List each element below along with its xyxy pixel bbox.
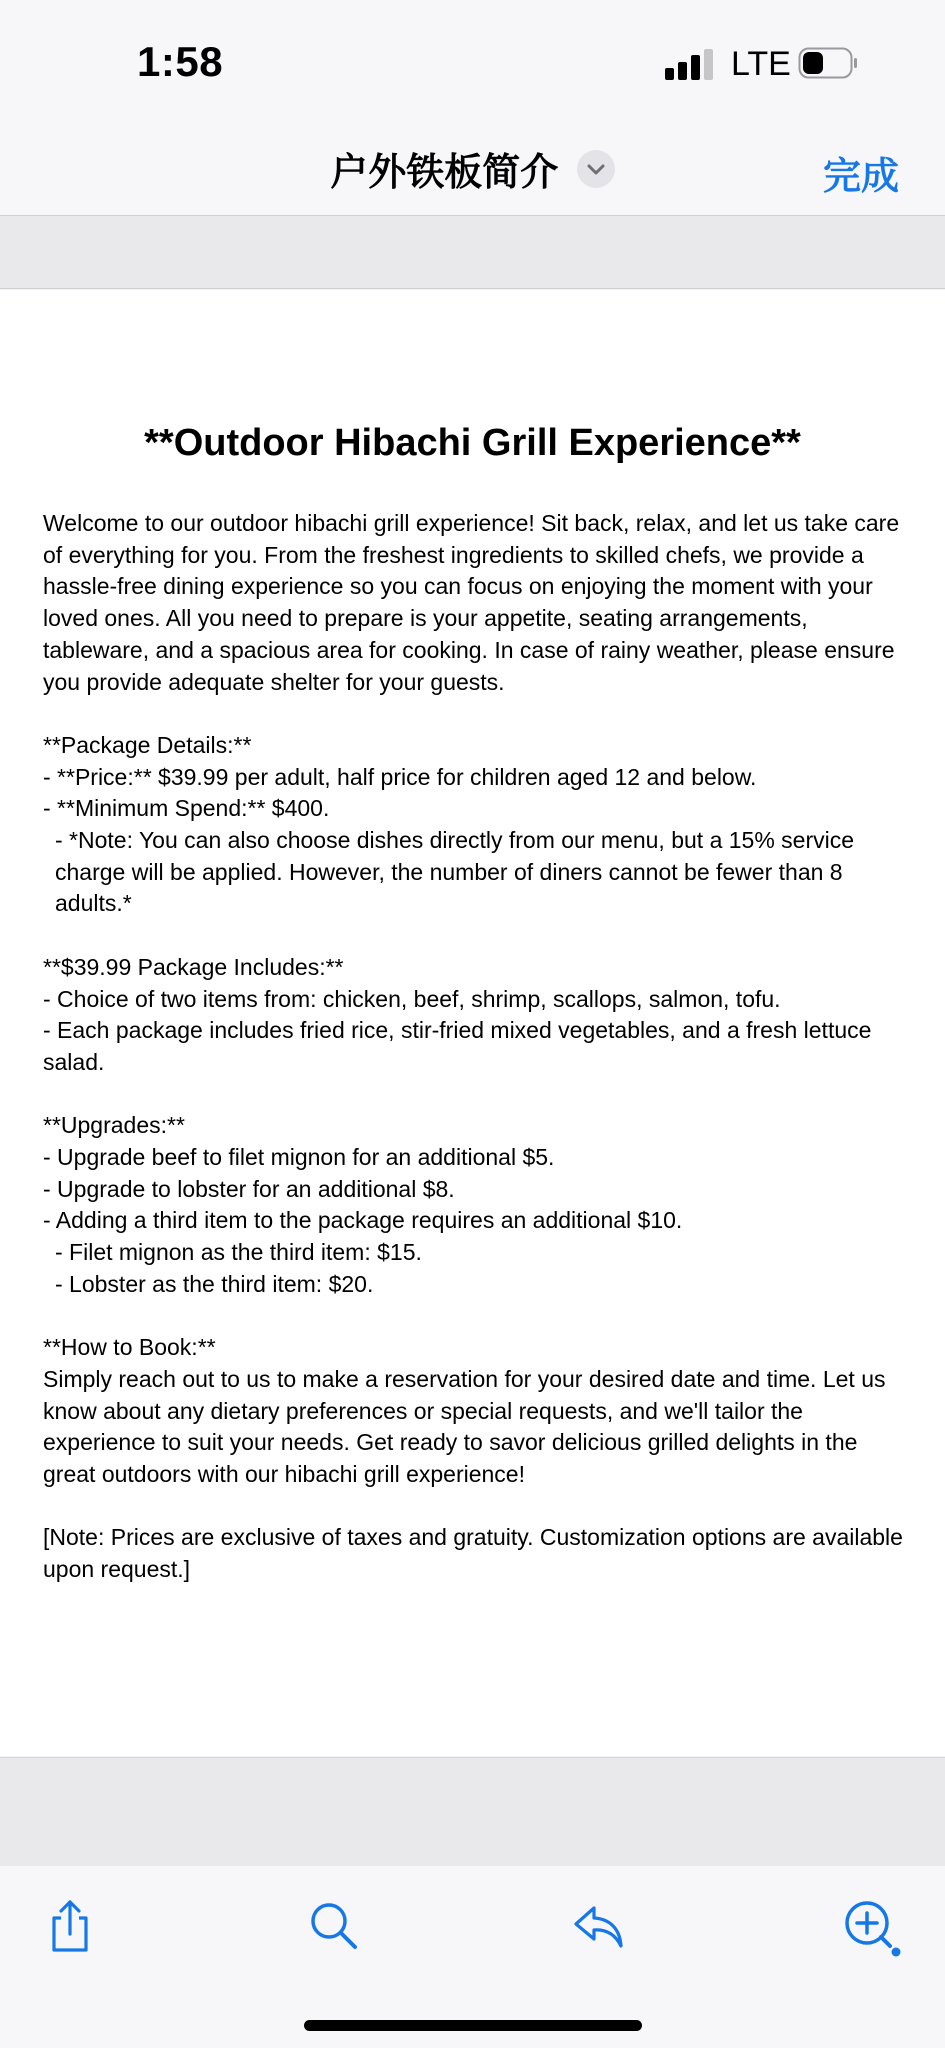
includes-heading: **$39.99 Package Includes:** [43,953,344,980]
search-icon[interactable] [304,1896,364,1956]
status-bar [0,0,945,125]
markup-icon[interactable] [840,1896,906,1962]
footnote: [Note: Prices are exclusive of taxes and gratuity. Customization options are available upon request.] [43,1524,903,1583]
upgrade-sub-item: - Filet mignon as the third item: $15. [55,1239,422,1266]
upgrade-item: - Adding a third item to the package requires an additional $10. [43,1207,683,1234]
chevron-down-icon[interactable] [577,150,615,188]
cellular-signal-icon [665,48,713,80]
upgrades-heading: **Upgrades:** [43,1112,185,1139]
minimum-spend-line: - **Minimum Spend:** $400. [43,795,330,822]
page-gap-top [0,216,945,289]
document-body [43,508,913,1618]
upgrade-sub-item: - Lobster as the third item: $20. [55,1270,374,1297]
document-title: **Outdoor Hibachi Grill Experience** [144,422,801,464]
network-type: LTE [731,45,791,83]
booking-heading: **How to Book:** [43,1334,216,1361]
includes-item: - Each package includes fried rice, stir-fried mixed vegetables, and a fresh lettuce salad. [43,1017,872,1075]
battery-icon [798,47,858,79]
status-time: 1:58 [137,38,224,85]
bottom-toolbar [0,1866,945,2048]
upgrade-item: - Upgrade to lobster for an additional $8. [43,1175,455,1202]
package-details-heading: **Package Details:** [43,731,252,758]
includes-section [43,952,913,1079]
includes-item: - Choice of two items from: chicken, beef, shrimp, scallops, salmon, tofu. [43,985,781,1012]
note-line: - *Note: You can also choose dishes directly from our menu, but a 15% service charge will be applied. However, the number of diners cannot be fewer than 8 adults.* [55,827,855,917]
share-icon[interactable] [40,1896,100,1956]
nav-bar [0,125,945,216]
reply-icon[interactable] [568,1896,628,1956]
nav-title[interactable]: 户外铁板简介 [330,150,559,194]
page-gap-bottom [0,1757,945,1867]
intro-paragraph: Welcome to our outdoor hibachi grill experience! Sit back, relax, and let us take care of everything for you. From the freshest ingredients to skilled chefs, we provide a hassle-free dining experience so you can focus on enjoying the moment with your loved ones. All you need to prepare is your appetite, seating arrangements, tableware, and a spacious area for cooking. In case of rainy weather, please ensure you provide adequate shelter for your guests. [43,510,900,695]
booking-text: Simply reach out to us to make a reservation for your desired date and time. Let us know about any dietary preferences or special requests, and we'll tailor the experience to suit your needs. Get ready to savor delicious grilled delights in the great outdoors with our hibachi grill experience! [43,1365,886,1488]
upgrade-item: - Upgrade beef to filet mignon for an additional $5. [43,1144,555,1171]
done-button[interactable]: 完成 [822,154,899,198]
nav-title-group[interactable] [0,141,945,196]
home-indicator[interactable] [304,2020,642,2031]
price-line: - **Price:** $39.99 per adult, half price for children aged 12 and below. [43,763,757,790]
upgrades-section [43,1110,913,1300]
document-page [0,290,945,1756]
package-details-section [43,730,913,920]
booking-section [43,1332,913,1491]
